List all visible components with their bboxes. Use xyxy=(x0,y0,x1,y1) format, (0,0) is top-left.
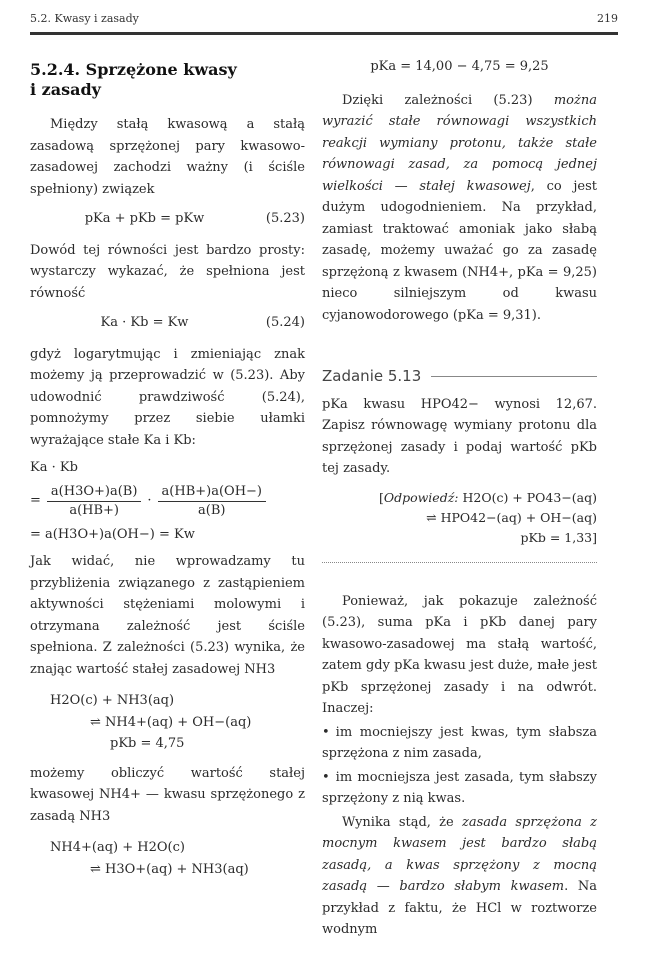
exercise-answer xyxy=(352,488,597,548)
paragraph: Ponieważ, jak pokazuje zależność (5.23), suma pKa i pKb danej pary kwasowo-zasadowej ma stałą wartość, zatem gdy pKa kwasu jest duże, małe jest pKb sprzężonej zasady i na odwrót. Inaczej: xyxy=(322,593,597,716)
header-rule xyxy=(30,32,618,35)
text-run: Dzięki zależności (5.23) xyxy=(342,92,554,108)
right-column xyxy=(322,52,597,941)
answer-text: H2O(c) + PO43−(aq) xyxy=(458,489,597,505)
emphasized-text: zasada sprzężona z mocnym kwasem jest bardzo słabą zasadą, a kwas sprzężony z mocną zasadą — bardzo słabym kwasem xyxy=(322,814,597,894)
derivation xyxy=(30,457,305,545)
paragraph: Jak widać, nie wprowadzamy tu przybliżenia związanego z zastąpieniem aktywności stężeniami molowymi i otrzymana zależność jest ściśle spełniona. Z zależności (5.23) wynika, że znając wartość stałej zasadowej NH3 xyxy=(30,554,305,677)
equation-expression: pKa + pKb = pKw xyxy=(84,211,205,226)
paragraph: Dowód tej równości jest bardzo prosty: wystarczy wykazać, że spełniona jest równość xyxy=(30,242,305,301)
page-number: 219 xyxy=(597,12,618,25)
bullet-item: • im mocniejsza jest zasada, tym słabszy sprzężony z nią kwas. xyxy=(322,767,597,810)
bullet-item: • im mocniejszy jest kwas, tym słabsza sprzężona z nim zasada, xyxy=(322,722,597,765)
fraction xyxy=(158,483,266,520)
exercise-heading xyxy=(322,366,597,388)
paragraph xyxy=(322,90,597,327)
answer-line: ⇌ HPO42−(aq) + OH−(aq) xyxy=(426,509,597,525)
multiply-sign: · xyxy=(147,493,152,509)
reaction-constant: pKb = 4,75 xyxy=(110,736,185,751)
text-run: Wynika stąd, że xyxy=(342,814,462,830)
exercise-heading-rule xyxy=(431,376,597,377)
answer-label: Odpowiedź: xyxy=(383,489,459,505)
answer-line: [Odpowiedź: H2O(c) + PO43−(aq) xyxy=(378,489,597,505)
running-head-section: 5.2. Kwasy i zasady xyxy=(30,12,139,25)
equation-number: (5.23) xyxy=(265,211,305,226)
reaction-line: ⇌ NH4+(aq) + OH−(aq) xyxy=(90,714,252,730)
reaction-nh4 xyxy=(50,837,305,880)
paragraph: gdyż logarytmując i zmieniając znak możemy ją przeprowadzić w (5.23). Aby udowodnić prawdziwość (5.24), pomnożymy przez siebie ułamki wyrażające stałe Ka i Kb: xyxy=(30,346,305,448)
reaction-line: NH4+(aq) + H2O(c) xyxy=(50,840,185,855)
text-run: , co jest dużym udogodnieniem. Na przykład, zamiast traktować amoniak jako słabą zasadę, możemy uważać go za zasadę sprzężoną z kwasem (NH4+, pKa = 9,25) nieco silniejszym od kwasu cyjanowodorowego (pKa = 9,31). xyxy=(322,178,597,323)
exercise-end-rule xyxy=(322,562,597,563)
paragraph: możemy obliczyć wartość stałej kwasowej NH4+ — kwasu sprzężonego z zasadą NH3 xyxy=(30,765,305,824)
reaction-line: ⇌ H3O+(aq) + NH3(aq) xyxy=(90,861,249,877)
fraction-numerator: a(HB+)a(OH−) xyxy=(158,483,266,502)
answer-line: pKb = 1,33] xyxy=(520,529,597,545)
derivation-line: = a(H3O+)a(OH−) = Kw xyxy=(30,526,195,542)
fraction xyxy=(47,483,142,520)
section-title xyxy=(30,60,305,100)
text-run: . Na przykład z faktu, że HCl w roztworze wodnym xyxy=(322,879,598,937)
section-title-line1: 5.2.4. Sprzężone kwasy xyxy=(30,60,237,79)
fraction-denominator: a(B) xyxy=(198,502,226,518)
derivation-fractions xyxy=(30,483,305,520)
equation-pka: pKa = 14,00 − 4,75 = 9,25 xyxy=(370,59,549,74)
paragraph xyxy=(322,812,597,941)
exercise-text: pKa kwasu HPO42− wynosi 12,67. Zapisz równowagę wymiany protonu dla sprzężonej zasady i podaj wartość pKb tej zasady. xyxy=(322,396,597,476)
exercise-title: Zadanie 5.13 xyxy=(322,367,422,385)
fraction-denominator: a(HB+) xyxy=(69,502,119,518)
equation-5-24 xyxy=(30,312,305,334)
paragraph: Między stałą kwasową a stałą zasadową sprzężonej pary kwasowo-zasadowej zachodzi ważny (i ściśle spełniony) związek xyxy=(30,117,305,197)
derivation-line: Ka · Kb xyxy=(30,460,78,475)
equation-expression: Ka · Kb = Kw xyxy=(100,315,189,330)
equation-number: (5.24) xyxy=(265,315,305,330)
equals-sign: = xyxy=(30,493,41,509)
reaction-nh3 xyxy=(50,690,305,755)
emphasized-text: można wyrazić stałe równowagi wszystkich reakcji wymiany protonu, także stałe równowagi zasad, za pomocą jednej wielkości — stałej kwasowej xyxy=(322,92,597,194)
section-title-line2: i zasady xyxy=(30,80,101,99)
reaction-line: H2O(c) + NH3(aq) xyxy=(50,693,175,708)
fraction-numerator: a(H3O+)a(B) xyxy=(47,483,142,502)
running-head xyxy=(30,12,618,30)
equation-5-23 xyxy=(30,208,305,230)
left-column xyxy=(30,52,305,888)
